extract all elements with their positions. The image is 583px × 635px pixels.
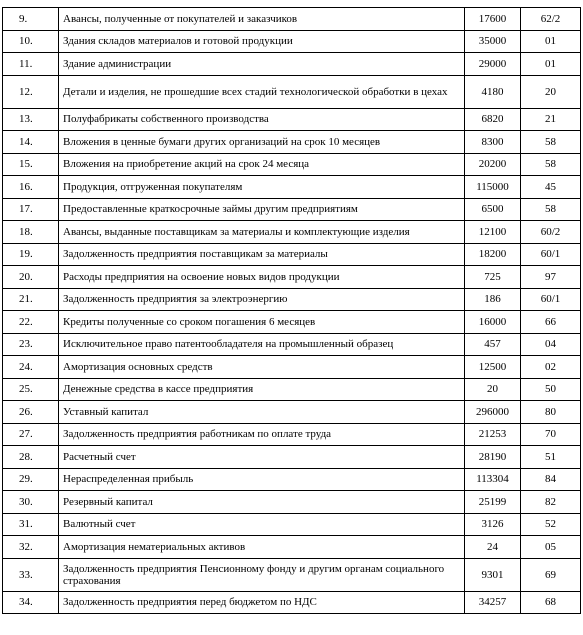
row-number: 14. <box>3 131 59 154</box>
row-amount: 115000 <box>465 176 521 199</box>
row-amount: 186 <box>465 288 521 311</box>
row-description: Продукция, отгруженная покупателям <box>59 176 465 199</box>
row-number: 12. <box>3 75 59 108</box>
row-account: 21 <box>521 108 581 131</box>
row-account: 60/1 <box>521 243 581 266</box>
row-account: 68 <box>521 591 581 614</box>
row-account: 66 <box>521 311 581 334</box>
row-number: 31. <box>3 513 59 536</box>
row-amount: 21253 <box>465 423 521 446</box>
table-row <box>3 446 581 469</box>
row-account: 62/2 <box>521 8 581 31</box>
row-amount: 18200 <box>465 243 521 266</box>
row-account: 84 <box>521 468 581 491</box>
row-number: 9. <box>3 8 59 31</box>
table-body <box>3 8 581 614</box>
row-account: 58 <box>521 198 581 221</box>
row-amount: 457 <box>465 333 521 356</box>
row-account: 82 <box>521 491 581 514</box>
row-account: 50 <box>521 378 581 401</box>
row-account: 60/2 <box>521 221 581 244</box>
row-amount: 4180 <box>465 75 521 108</box>
row-account: 01 <box>521 30 581 53</box>
accounts-table <box>2 7 581 614</box>
table-row <box>3 401 581 424</box>
row-account: 97 <box>521 266 581 289</box>
row-number: 17. <box>3 198 59 221</box>
row-number: 24. <box>3 356 59 379</box>
row-account: 60/1 <box>521 288 581 311</box>
row-description: Детали и изделия, не прошедшие всех стадий технологической обработки в цехах <box>59 75 465 108</box>
row-description: Нераспределенная прибыль <box>59 468 465 491</box>
table-row <box>3 198 581 221</box>
row-description: Задолженность предприятия поставщикам за материалы <box>59 243 465 266</box>
row-description: Кредиты полученные со сроком погашения 6 месяцев <box>59 311 465 334</box>
table-row <box>3 266 581 289</box>
table-row <box>3 468 581 491</box>
row-description: Исключительное право патентообладателя на промышленный образец <box>59 333 465 356</box>
row-amount: 24 <box>465 536 521 559</box>
row-account: 01 <box>521 53 581 76</box>
row-number: 15. <box>3 153 59 176</box>
row-amount: 6820 <box>465 108 521 131</box>
row-account: 02 <box>521 356 581 379</box>
table-row <box>3 221 581 244</box>
row-description: Задолженность предприятия перед бюджетом по НДС <box>59 591 465 614</box>
row-description: Задолженность предприятия Пенсионному фонду и другим органам социального страхования <box>59 558 465 591</box>
table-row <box>3 491 581 514</box>
row-number: 20. <box>3 266 59 289</box>
row-description: Расчетный счет <box>59 446 465 469</box>
row-number: 21. <box>3 288 59 311</box>
row-amount: 8300 <box>465 131 521 154</box>
table-row <box>3 333 581 356</box>
row-amount: 20200 <box>465 153 521 176</box>
row-number: 26. <box>3 401 59 424</box>
row-description: Здания складов материалов и готовой продукции <box>59 30 465 53</box>
row-description: Вложения на приобретение акций на срок 24 месяца <box>59 153 465 176</box>
row-description: Предоставленные краткосрочные займы другим предприятиям <box>59 198 465 221</box>
row-amount: 12100 <box>465 221 521 244</box>
row-description: Амортизация основных средств <box>59 356 465 379</box>
row-number: 18. <box>3 221 59 244</box>
row-account: 51 <box>521 446 581 469</box>
row-account: 04 <box>521 333 581 356</box>
row-description: Вложения в ценные бумаги других организаций на срок 10 месяцев <box>59 131 465 154</box>
row-number: 27. <box>3 423 59 446</box>
row-number: 33. <box>3 558 59 591</box>
table-row <box>3 243 581 266</box>
table-row <box>3 153 581 176</box>
row-number: 28. <box>3 446 59 469</box>
row-number: 30. <box>3 491 59 514</box>
row-amount: 3126 <box>465 513 521 536</box>
row-description: Амортизация нематериальных активов <box>59 536 465 559</box>
row-number: 11. <box>3 53 59 76</box>
table-row <box>3 75 581 108</box>
table-row <box>3 311 581 334</box>
table-row <box>3 558 581 591</box>
row-number: 13. <box>3 108 59 131</box>
table-row <box>3 513 581 536</box>
row-description: Денежные средства в кассе предприятия <box>59 378 465 401</box>
row-account: 58 <box>521 131 581 154</box>
row-account: 70 <box>521 423 581 446</box>
row-account: 05 <box>521 536 581 559</box>
row-account: 69 <box>521 558 581 591</box>
table-row <box>3 591 581 614</box>
row-amount: 9301 <box>465 558 521 591</box>
table-row <box>3 536 581 559</box>
row-number: 10. <box>3 30 59 53</box>
row-account: 58 <box>521 153 581 176</box>
table-row <box>3 53 581 76</box>
row-amount: 28190 <box>465 446 521 469</box>
row-amount: 6500 <box>465 198 521 221</box>
table-row <box>3 378 581 401</box>
row-number: 34. <box>3 591 59 614</box>
row-amount: 34257 <box>465 591 521 614</box>
row-account: 20 <box>521 75 581 108</box>
table-row <box>3 30 581 53</box>
table-row <box>3 8 581 31</box>
row-amount: 35000 <box>465 30 521 53</box>
table-row <box>3 356 581 379</box>
row-number: 32. <box>3 536 59 559</box>
row-amount: 725 <box>465 266 521 289</box>
row-account: 52 <box>521 513 581 536</box>
row-account: 80 <box>521 401 581 424</box>
row-description: Полуфабрикаты собственного производства <box>59 108 465 131</box>
row-amount: 29000 <box>465 53 521 76</box>
row-number: 22. <box>3 311 59 334</box>
row-amount: 12500 <box>465 356 521 379</box>
row-description: Задолженность предприятия работникам по оплате труда <box>59 423 465 446</box>
row-number: 19. <box>3 243 59 266</box>
row-amount: 25199 <box>465 491 521 514</box>
row-description: Расходы предприятия на освоение новых видов продукции <box>59 266 465 289</box>
row-number: 23. <box>3 333 59 356</box>
table-row <box>3 131 581 154</box>
row-amount: 17600 <box>465 8 521 31</box>
row-description: Задолженность предприятия за электроэнергию <box>59 288 465 311</box>
row-account: 45 <box>521 176 581 199</box>
row-description: Авансы, выданные поставщикам за материалы и комплектующие изделия <box>59 221 465 244</box>
row-number: 16. <box>3 176 59 199</box>
row-description: Уставный капитал <box>59 401 465 424</box>
row-amount: 113304 <box>465 468 521 491</box>
row-number: 29. <box>3 468 59 491</box>
row-amount: 16000 <box>465 311 521 334</box>
row-amount: 20 <box>465 378 521 401</box>
row-description: Здание администрации <box>59 53 465 76</box>
table-row <box>3 423 581 446</box>
row-description: Резервный капитал <box>59 491 465 514</box>
table-row <box>3 288 581 311</box>
row-number: 25. <box>3 378 59 401</box>
row-description: Авансы, полученные от покупателей и заказчиков <box>59 8 465 31</box>
row-description: Валютный счет <box>59 513 465 536</box>
table-row <box>3 108 581 131</box>
row-amount: 296000 <box>465 401 521 424</box>
table-row <box>3 176 581 199</box>
